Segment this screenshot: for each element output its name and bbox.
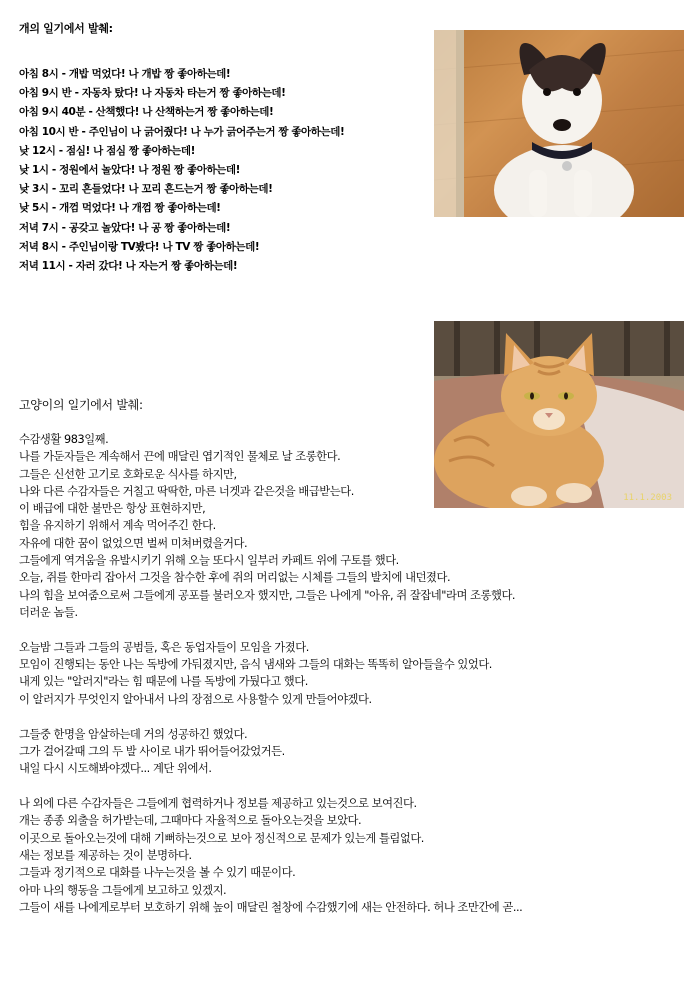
cat-diary-line: 그들에게 역겨움을 유발시키기 위해 오늘 또다시 일부러 카페트 위에 구토를 했다.	[19, 554, 399, 568]
cat-diary-line: 이 알러지가 무엇인지 알아내서 나의 장점으로 사용할수 있게 만들어야겠다.	[19, 692, 372, 706]
dog-diary-entries	[19, 65, 439, 276]
cat-diary-line: 나와 다른 수감자들은 거칠고 딱딱한, 마른 너겟과 같은것을 배급받는다.	[19, 484, 354, 498]
cat-diary-line: 힘을 유지하기 위해서 계속 먹어주긴 한다.	[19, 519, 216, 533]
cat-diary-line: 그들중 한명을 암살하는데 거의 성공하긴 했었다.	[19, 727, 248, 741]
cat-diary-line: 오늘, 쥐를 한마리 잡아서 그것을 참수한 후에 쥐의 머리없는 시체를 그들의 발치에 내던졌다.	[19, 571, 451, 585]
dog-diary-title: 개의 일기에서 발췌:	[19, 22, 113, 35]
dog-diary-entry: 저녁 11시 - 자러 갔다! 나 자는거 짱 좋아하는데!	[19, 260, 238, 273]
dog-diary-entry: 아침 9시 40분 - 산책했다! 나 산책하는거 짱 좋아하는데!	[19, 106, 274, 119]
cat-diary-line: 그들이 새를 나에게로부터 보호하기 위해 높이 매달린 철창에 수감했기에 새는 안전하다. 허나 조만간에 곧...	[19, 900, 523, 914]
cat-diary-line: 새는 정보를 제공하는 것이 분명하다.	[19, 849, 192, 863]
cat-diary-title: 고양이의 일기에서 발췌:	[19, 398, 143, 412]
cat-diary-line: 아마 나의 행동을 그들에게 보고하고 있겠지.	[19, 883, 227, 897]
dog-diary-entry: 아침 10시 반 - 주인님이 나 긁어줬다! 나 누가 긁어주는거 짱 좋아하는데!	[19, 125, 345, 138]
dog-diary-entry: 아침 9시 반 - 자동차 탔다! 나 자동차 타는거 짱 좋아하는데!	[19, 87, 286, 100]
cat-diary-line: 그들과 정기적으로 대화를 나누는것을 볼 수 있기 때문이다.	[19, 866, 296, 880]
cat-diary-section	[19, 396, 679, 916]
dog-diary-entry: 아침 8시 - 개밥 먹었다! 나 개밥 짱 좋아하는데!	[19, 68, 231, 80]
cat-diary-line: 모임이 진행되는 동안 나는 독방에 가둬졌지만, 음식 냄새와 그들의 대화는 똑똑히 알아들을수 있었다.	[19, 658, 492, 672]
cat-diary-line: 그가 걸어갈때 그의 두 발 사이로 내가 뛰어들어갔었거든.	[19, 744, 285, 758]
dog-diary-entry: 저녁 8시 - 주인님이랑 TV봤다! 나 TV 짱 좋아하는데!	[19, 240, 260, 253]
cat-diary-paragraph	[19, 795, 679, 916]
dog-diary-entry: 낮 1시 - 정원에서 놀았다! 나 정원 짱 좋아하는데!	[19, 164, 241, 177]
cat-diary-line: 개는 종종 외출을 허가받는데, 그때마다 자율적으로 돌아오는것을 보았다.	[19, 814, 362, 828]
cat-diary-line: 나를 가둔자들은 계속해서 끈에 매달린 엽기적인 물체로 날 조롱한다.	[19, 450, 341, 464]
dog-diary-entry: 낮 5시 - 개껌 먹었다! 나 개껌 짱 좋아하는데!	[19, 202, 221, 215]
cat-diary-line: 그들은 신선한 고기로 호화로운 식사를 하지만,	[19, 467, 237, 481]
paragraph-gap	[19, 621, 679, 639]
paragraph-gap	[19, 708, 679, 726]
dog-diary-section	[19, 20, 439, 276]
dog-photo	[434, 30, 684, 217]
cat-diary-line: 자유에 대한 꿈이 없었으면 벌써 미쳐버렸을거다.	[19, 536, 248, 550]
paragraph-gap	[19, 778, 679, 796]
cat-diary-line: 수감생활 983일째.	[19, 433, 109, 446]
dog-diary-entry: 저녁 7시 - 공갖고 놀았다! 나 공 짱 좋아하는데!	[19, 221, 231, 234]
cat-diary-line: 내게 있는 "알러지"라는 힘 때문에 나를 독방에 가뒀다고 했다.	[19, 675, 308, 689]
cat-diary-paragraph	[19, 726, 679, 778]
dog-diary-entry: 낮 3시 - 꼬리 흔들었다! 나 꼬리 흔드는거 짱 좋아하는데!	[19, 183, 273, 196]
cat-diary-line: 이곳으로 돌아오는것에 대해 기뻐하는것으로 보아 정신적으로 문제가 있는게 틀림없다.	[19, 831, 424, 845]
cat-diary-line: 나 외에 다른 수감자들은 그들에게 협력하거나 정보를 제공하고 있는것으로 보여진다.	[19, 797, 417, 811]
cat-diary-paragraph	[19, 431, 679, 621]
photo-date-stamp: 11.1.2003	[623, 493, 672, 503]
cat-diary-paragraph	[19, 639, 679, 708]
dog-diary-entry: 낮 12시 - 점심! 나 점심 짱 좋아하는데!	[19, 144, 195, 157]
cat-diary-line: 이 배급에 대한 불만은 항상 표현하지만,	[19, 502, 206, 516]
cat-diary-line: 더러운 놈들.	[19, 605, 78, 619]
cat-diary-line: 나의 힘을 보여줌으로써 그들에게 공포를 불러오자 했지만, 그들은 나에게 "아유, 쥐 잘잡네"라며 조롱했다.	[19, 588, 516, 602]
cat-diary-line: 내일 다시 시도해봐야겠다... 계단 위에서.	[19, 762, 212, 776]
cat-diary-line: 오늘밤 그들과 그들의 공범들, 혹은 동업자들이 모임을 가졌다.	[19, 640, 309, 654]
